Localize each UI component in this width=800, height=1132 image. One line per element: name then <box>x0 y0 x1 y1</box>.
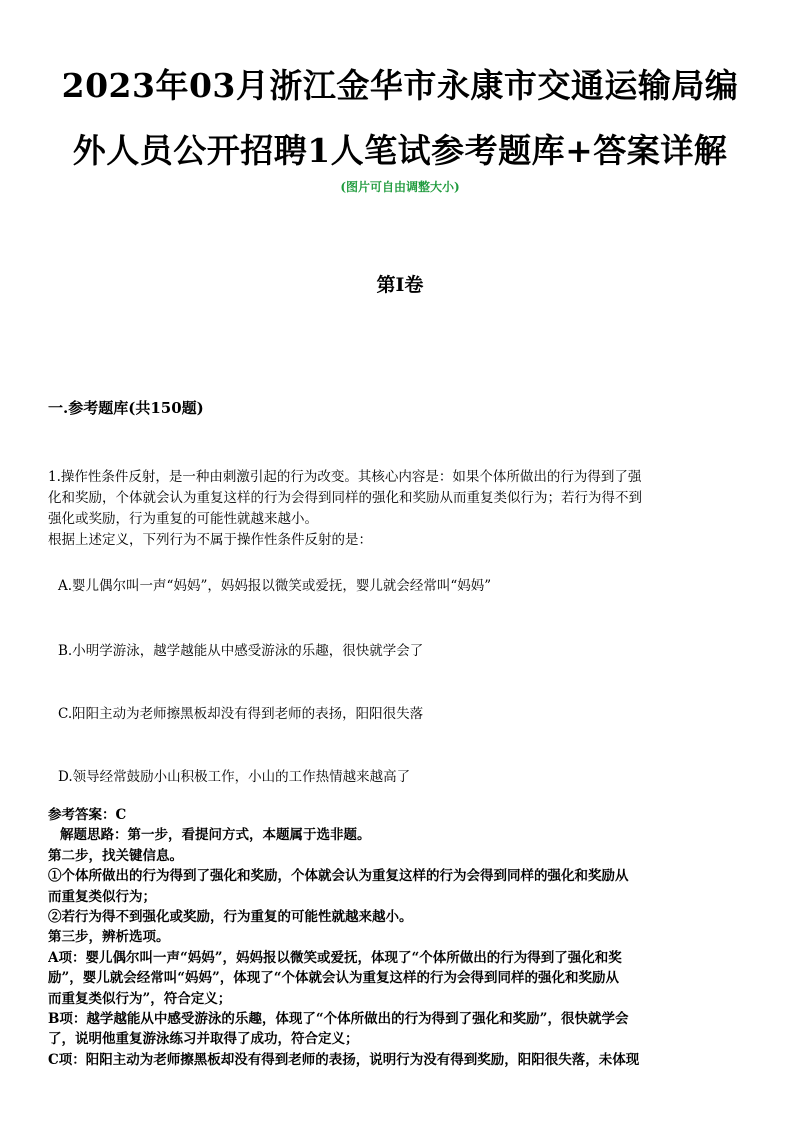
doc-title-line-2: 外人员公开招聘1人笔试参考题库+答案详解 <box>72 131 728 170</box>
option-a: A.婴儿偶尔叫一声“妈妈”，妈妈报以微笑或爱抚，婴儿就会经常叫“妈妈” <box>58 578 492 594</box>
answer-line: ①个体所做出的行为得到了强化和奖励，个体就会认为重复这样的行为会得到同样的强化和奖励从 <box>48 868 629 885</box>
answer-explanation <box>48 805 760 1070</box>
answer-line: 第三步，辨析选项。 <box>48 929 170 946</box>
answer-line: 而重复类似行为”，符合定义； <box>48 990 232 1007</box>
answer-line: 解题思路：第一步，看提问方式，本题属于选非题。 <box>60 827 371 844</box>
question-line: 强化或奖励，行为重复的可能性就越来越小。 <box>48 511 318 527</box>
question-line: 1.操作性条件反射，是一种由刺激引起的行为改变。其核心内容是：如果个体所做出的行为得到了强 <box>48 469 642 485</box>
question-stem <box>48 467 760 551</box>
doc-subtitle: (图片可自由调整大小) <box>340 180 460 194</box>
answer-line: ②若行为得不到强化或奖励，行为重复的可能性就越来越小。 <box>48 909 413 926</box>
answer-line: A项：婴儿偶尔叫一声“妈妈”，妈妈报以微笑或爱抚，体现了“个体所做出的行为得到了强化和奖 <box>48 949 622 966</box>
doc-title-line-1: 2023年03月浙江金华市永康市交通运输局编 <box>61 66 739 105</box>
volume-heading: 第I卷 <box>376 274 424 296</box>
answer-line: C项：阳阳主动为老师擦黑板却没有得到老师的表扬，说明行为没有得到奖励，阳阳很失落，未体现 <box>48 1051 640 1068</box>
option-b: B.小明学游泳，越学越能从中感受游泳的乐趣，很快就学会了 <box>58 643 424 659</box>
answer-line: 了，说明他重复游泳练习并取得了成功，符合定义； <box>48 1031 359 1048</box>
answer-line: B项：越学越能从中感受游泳的乐趣，体现了“个体所做出的行为得到了强化和奖励”，很快就学会 <box>48 1011 629 1028</box>
answer-line: 而重复类似行为； <box>48 888 156 905</box>
option-c: C.阳阳主动为老师擦黑板却没有得到老师的表扬，阳阳很失落 <box>58 706 424 722</box>
section-heading: 一.参考题库(共150题) <box>48 399 204 417</box>
answer-line: 励”，婴儿就会经常叫“妈妈”，体现了“个体就会认为重复这样的行为会得到同样的强化和奖励从 <box>48 970 620 987</box>
question-prompt: 根据上述定义，下列行为不属于操作性条件反射的是： <box>48 532 372 548</box>
option-d: D.领导经常鼓励小山积极工作，小山的工作热情越来越高了 <box>58 769 411 785</box>
question-line: 化和奖励，个体就会认为重复这样的行为会得到同样的强化和奖励从而重复类似行为；若行为得不到 <box>48 490 642 506</box>
answer-line: 第二步，找关键信息。 <box>48 847 183 864</box>
answer-label: 参考答案：C <box>48 807 127 823</box>
